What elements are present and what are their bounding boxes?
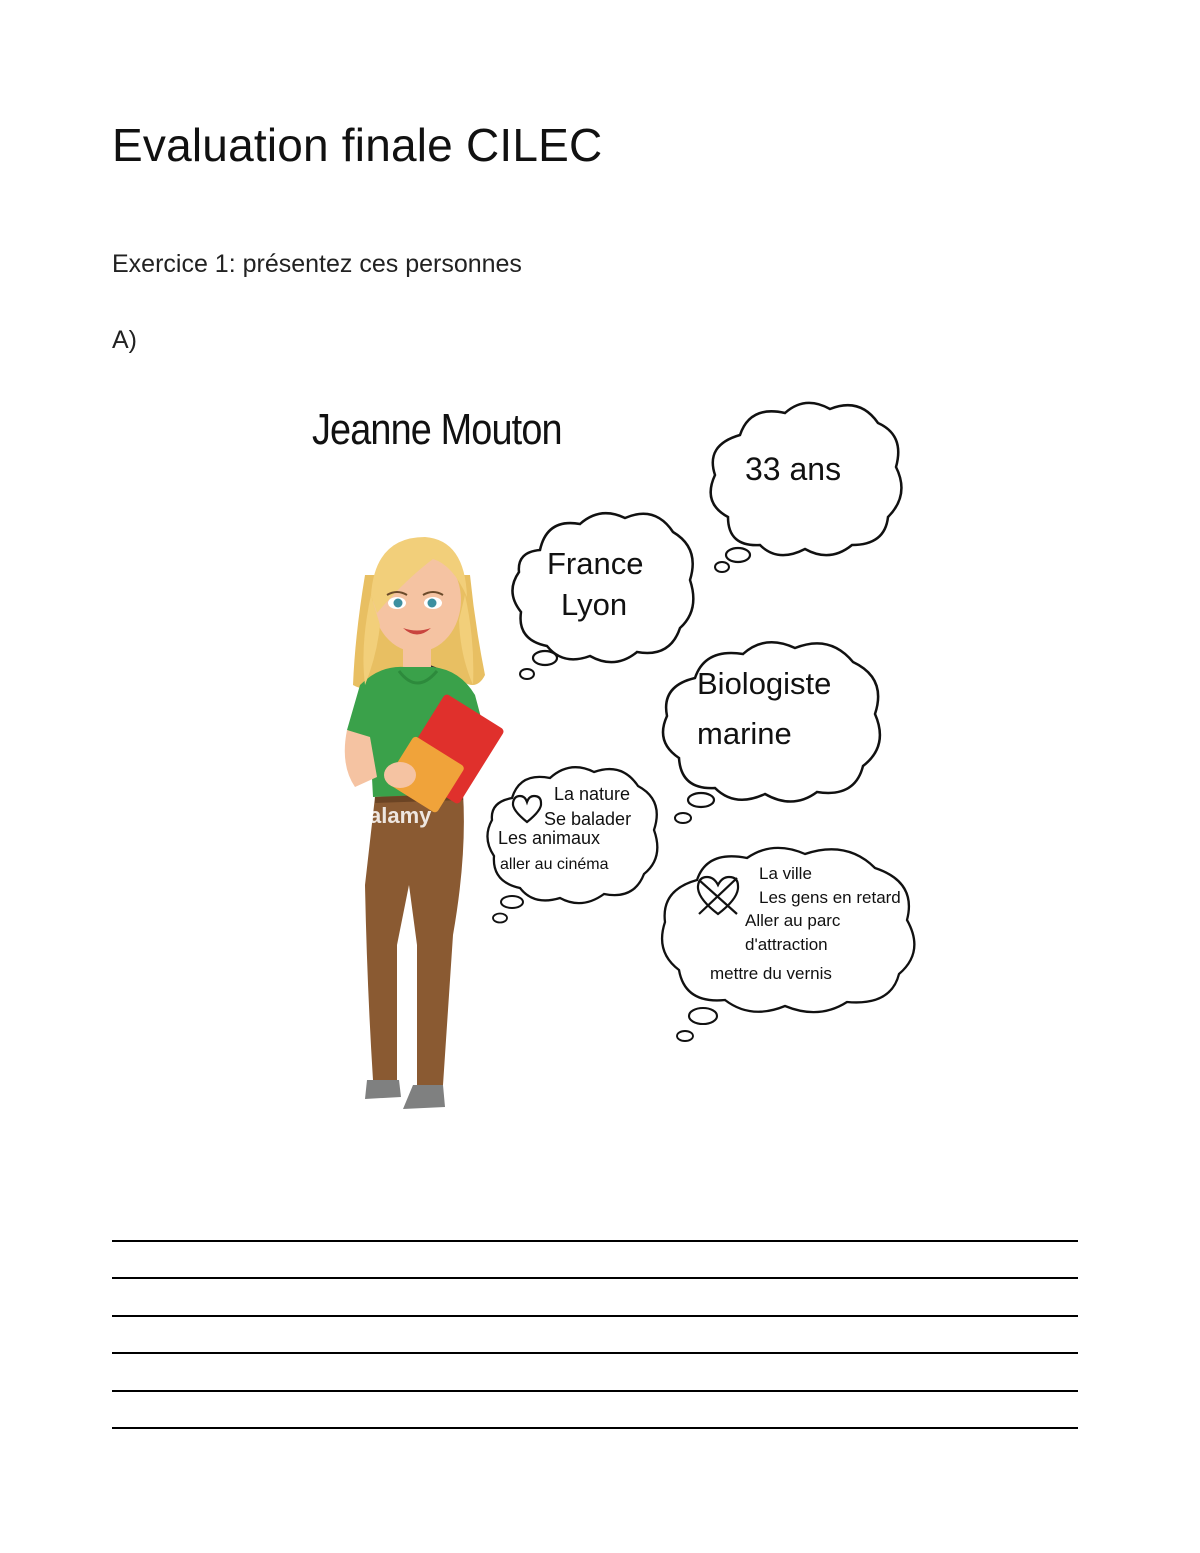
like-item-2: Se balader bbox=[544, 809, 632, 829]
bubble-dislikes bbox=[655, 840, 930, 1050]
answer-line[interactable] bbox=[112, 1204, 1078, 1242]
answer-line[interactable] bbox=[112, 1354, 1078, 1392]
dislike-item-3: Aller au parc bbox=[745, 911, 841, 930]
page-title: Evaluation finale CILEC bbox=[112, 119, 603, 171]
exercise-instruction: Exercice 1: présentez ces personnes bbox=[112, 250, 522, 278]
job-title-line1: Biologiste bbox=[697, 666, 832, 701]
bubble-likes bbox=[482, 760, 664, 932]
age-text: 33 ans bbox=[745, 451, 842, 487]
crossed-heart-icon bbox=[693, 874, 743, 918]
answer-line[interactable] bbox=[112, 1392, 1078, 1430]
job-title-line2: marine bbox=[697, 716, 792, 751]
like-item-3: Les animaux bbox=[498, 828, 601, 848]
dislike-item-5: mettre du vernis bbox=[710, 964, 832, 983]
like-item-4: aller au cinéma bbox=[500, 856, 609, 873]
bubble-age bbox=[700, 395, 905, 580]
like-item-1: La nature bbox=[554, 784, 631, 804]
answer-line[interactable] bbox=[112, 1242, 1078, 1280]
answer-line[interactable] bbox=[112, 1317, 1078, 1355]
dislike-item-4: d'attraction bbox=[745, 935, 828, 954]
origin-city: Lyon bbox=[561, 587, 628, 622]
answer-line[interactable] bbox=[112, 1279, 1078, 1317]
origin-country: France bbox=[547, 546, 644, 581]
heart-icon bbox=[510, 794, 544, 824]
person-name: Jeanne Mouton bbox=[312, 405, 562, 454]
bubble-job bbox=[655, 630, 890, 835]
dislike-item-1: La ville bbox=[759, 864, 812, 883]
section-label: A) bbox=[112, 326, 137, 354]
answer-area bbox=[112, 1204, 1078, 1429]
dislike-item-2: Les gens en retard bbox=[759, 888, 901, 907]
watermark: alamy bbox=[369, 803, 432, 828]
